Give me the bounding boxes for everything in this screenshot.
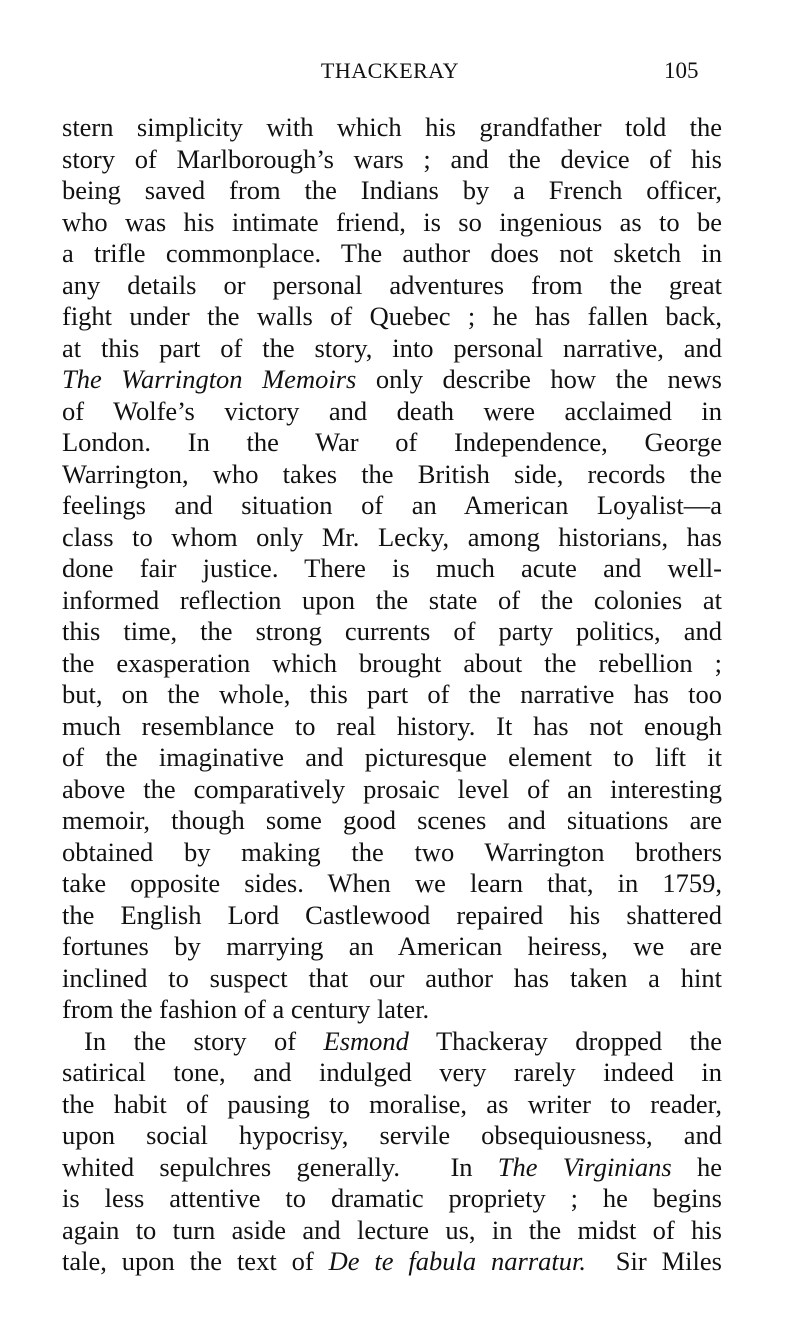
text-line: feelings and situation of an American Loyalist—a xyxy=(62,490,722,520)
text-segment: Sir Miles xyxy=(586,1246,722,1276)
text-line: upon social hypocrisy, servile obsequiousness, and xyxy=(62,1120,722,1150)
text-line: story of Marlborough’s wars ; and the device of his xyxy=(62,143,722,174)
running-head: THACKERAY xyxy=(320,58,460,83)
italic-title: De te fabula narratur. xyxy=(328,1246,586,1276)
text-line: is less attentive to dramatic propriety ; he begins xyxy=(62,1183,722,1213)
text-line: at this part of the story, into personal narrative, and xyxy=(62,332,722,363)
text-line: the exasperation which brought about the rebellion ; xyxy=(62,647,722,678)
text-line: any details or personal adventures from the great xyxy=(62,269,722,300)
text-line: again to turn aside and lecture us, in the midst of his xyxy=(62,1214,722,1245)
text-line: above the comparatively prosaic level of an interesting xyxy=(62,773,722,804)
text-line: being saved from the Indians by a French officer, xyxy=(62,175,722,205)
text-line xyxy=(62,1246,722,1278)
text-line: the habit of pausing to moralise, as writer to reader, xyxy=(62,1088,722,1119)
text-line: obtained by making the two Warrington brothers xyxy=(62,836,722,867)
text-segment: he xyxy=(671,1151,722,1182)
text-line: fortunes by marrying an American heiress, we are xyxy=(62,931,722,961)
text-line: the English Lord Castlewood repaired his shattered xyxy=(62,899,722,930)
text-line: of Wolfe’s victory and death were acclaimed in xyxy=(62,395,722,426)
italic-title: The Virginians xyxy=(497,1151,672,1182)
text-line: Warrington, who takes the British side, records the xyxy=(62,458,722,489)
text-line: inclined to suspect that our author has taken a hint xyxy=(62,962,722,993)
italic-title: Esmond xyxy=(323,1025,409,1056)
text-line: take opposite sides. When we learn that, in 1759, xyxy=(62,868,722,898)
text-line xyxy=(62,1026,722,1058)
text-line: done fair justice. There is much acute and well- xyxy=(62,553,722,583)
text-segment: whited sepulchres generally. In xyxy=(62,1151,498,1182)
text-line: fight under the walls of Quebec ; he has fallen back, xyxy=(62,301,722,331)
text-segment: only describe how the news xyxy=(356,364,722,394)
text-line: stern simplicity with which his grandfather told the xyxy=(62,112,722,142)
text-line: from the fashion of a century later. xyxy=(62,994,430,1024)
text-line: London. In the War of Independence, George xyxy=(62,427,722,457)
text-segment: In the story of xyxy=(84,1025,324,1056)
text-line: who was his intimate friend, is so ingenious as to be xyxy=(62,206,722,237)
text-line: this time, the strong currents of party politics, and xyxy=(62,616,722,646)
page-number: 105 xyxy=(664,58,699,83)
text-segment: tale, upon the text of xyxy=(62,1246,329,1276)
text-line xyxy=(62,364,722,396)
text-line: satirical tone, and indulged very rarely indeed in xyxy=(62,1057,722,1087)
text-line: of the imaginative and picturesque element to lift it xyxy=(62,742,722,772)
text-line xyxy=(62,1152,722,1184)
text-line: much resemblance to real history. It has not enough xyxy=(62,710,722,741)
text-line: class to whom only Mr. Lecky, among historians, has xyxy=(62,521,722,552)
text-segment: Thackeray dropped the xyxy=(408,1025,722,1056)
italic-title: The Warrington Memoirs xyxy=(62,364,357,394)
text-line: memoir, though some good scenes and situations are xyxy=(62,805,722,835)
text-line: informed reflection upon the state of the colonies at xyxy=(62,584,722,615)
body-text xyxy=(62,112,722,1278)
text-line: a trifle commonplace. The author does not sketch in xyxy=(62,238,722,268)
text-line: but, on the whole, this part of the narrative has too xyxy=(62,679,722,709)
